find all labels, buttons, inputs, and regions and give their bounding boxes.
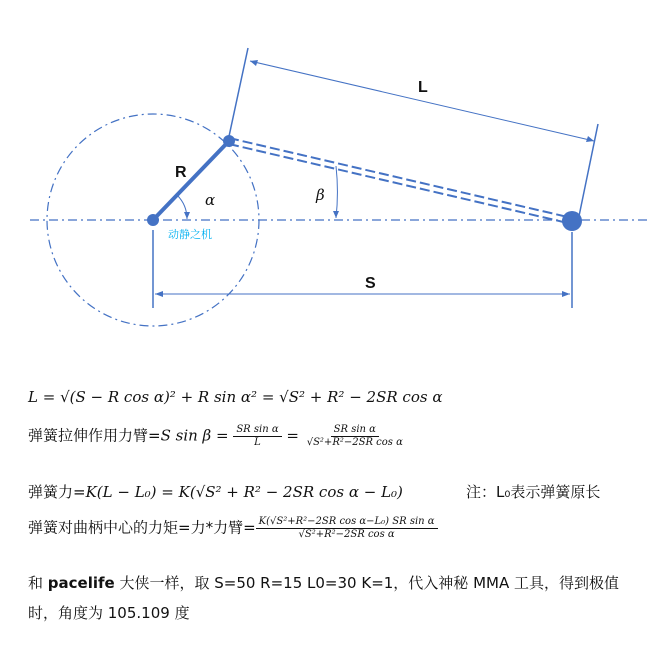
- fraction-3-num: K(√S²+R²−2SR cos α−L₀) SR sin α: [256, 516, 438, 529]
- formula-L-part2: √S² + R² − 2SR cos α: [279, 388, 443, 406]
- fraction-1: [233, 424, 281, 448]
- s-arrow-right: [562, 291, 570, 297]
- formula-L-eq: =: [257, 388, 280, 406]
- fraction-1-num: SR sin α: [233, 424, 281, 437]
- spring-line-2: [229, 144, 572, 224]
- formula-torque-lhs: 弹簧对曲柄中心的力矩=力*力臂=: [28, 518, 256, 537]
- l-extension-left: [228, 48, 248, 141]
- note-L0: 注：L₀表示弹簧原长: [466, 483, 601, 501]
- formula-lever-arm: [28, 424, 406, 448]
- formula-L: [28, 388, 442, 406]
- formula-spring-force: [28, 481, 403, 502]
- formula-lever-arm-expr: S sin β =: [160, 426, 234, 445]
- label-R: R: [175, 164, 187, 181]
- beta-arrow: [333, 211, 339, 218]
- fraction-2-den: √S²+R²−2SR cos α: [306, 436, 403, 448]
- formula-L-lhs: L =: [28, 388, 61, 406]
- fraction-3-den: √S²+R²−2SR cos α: [298, 528, 395, 540]
- formula-torque: [28, 516, 438, 540]
- alpha-arrow: [184, 212, 190, 219]
- fraction-2: [304, 424, 406, 448]
- formula-lever-arm-eq: =: [281, 426, 304, 445]
- label-L: L: [418, 79, 428, 96]
- beta-arc: [336, 166, 337, 218]
- label-beta: β: [316, 186, 325, 204]
- crank-center-dot: [147, 214, 159, 226]
- crank-arm: [153, 141, 229, 220]
- formula-lever-arm-lhs: 弹簧拉伸作用力臂=: [28, 426, 161, 445]
- l-arrow-right: [586, 136, 594, 142]
- l-dimension-line: [250, 61, 594, 141]
- label-S: S: [365, 275, 376, 292]
- fraction-2-num: SR sin α: [331, 424, 379, 437]
- paragraph-prefix: 和: [28, 574, 48, 592]
- fraction-1-den: L: [254, 436, 261, 448]
- s-arrow-left: [155, 291, 163, 297]
- l-arrow-left: [250, 60, 258, 66]
- label-alpha: α: [205, 191, 216, 209]
- watermark: 动静之机: [168, 228, 212, 241]
- paragraph-brand: pacelife: [47, 574, 115, 592]
- paragraph-rest: 大侠一样，取 S=50 R=15 L0=30 K=1，代入神秘 MMA 工具，得到极值时，角度为 105.109 度: [28, 574, 619, 622]
- result-paragraph: [28, 568, 628, 628]
- formula-spring-force-lhs: 弹簧力=: [28, 483, 86, 501]
- fraction-3: [256, 516, 438, 540]
- spring-line-1: [229, 138, 572, 218]
- formula-spring-force-expr: K(L − L₀) = K(√S² + R² − 2SR cos α − L₀): [85, 483, 403, 501]
- formula-L-part1: √(S − R cos α)² + R sin α²: [60, 388, 258, 406]
